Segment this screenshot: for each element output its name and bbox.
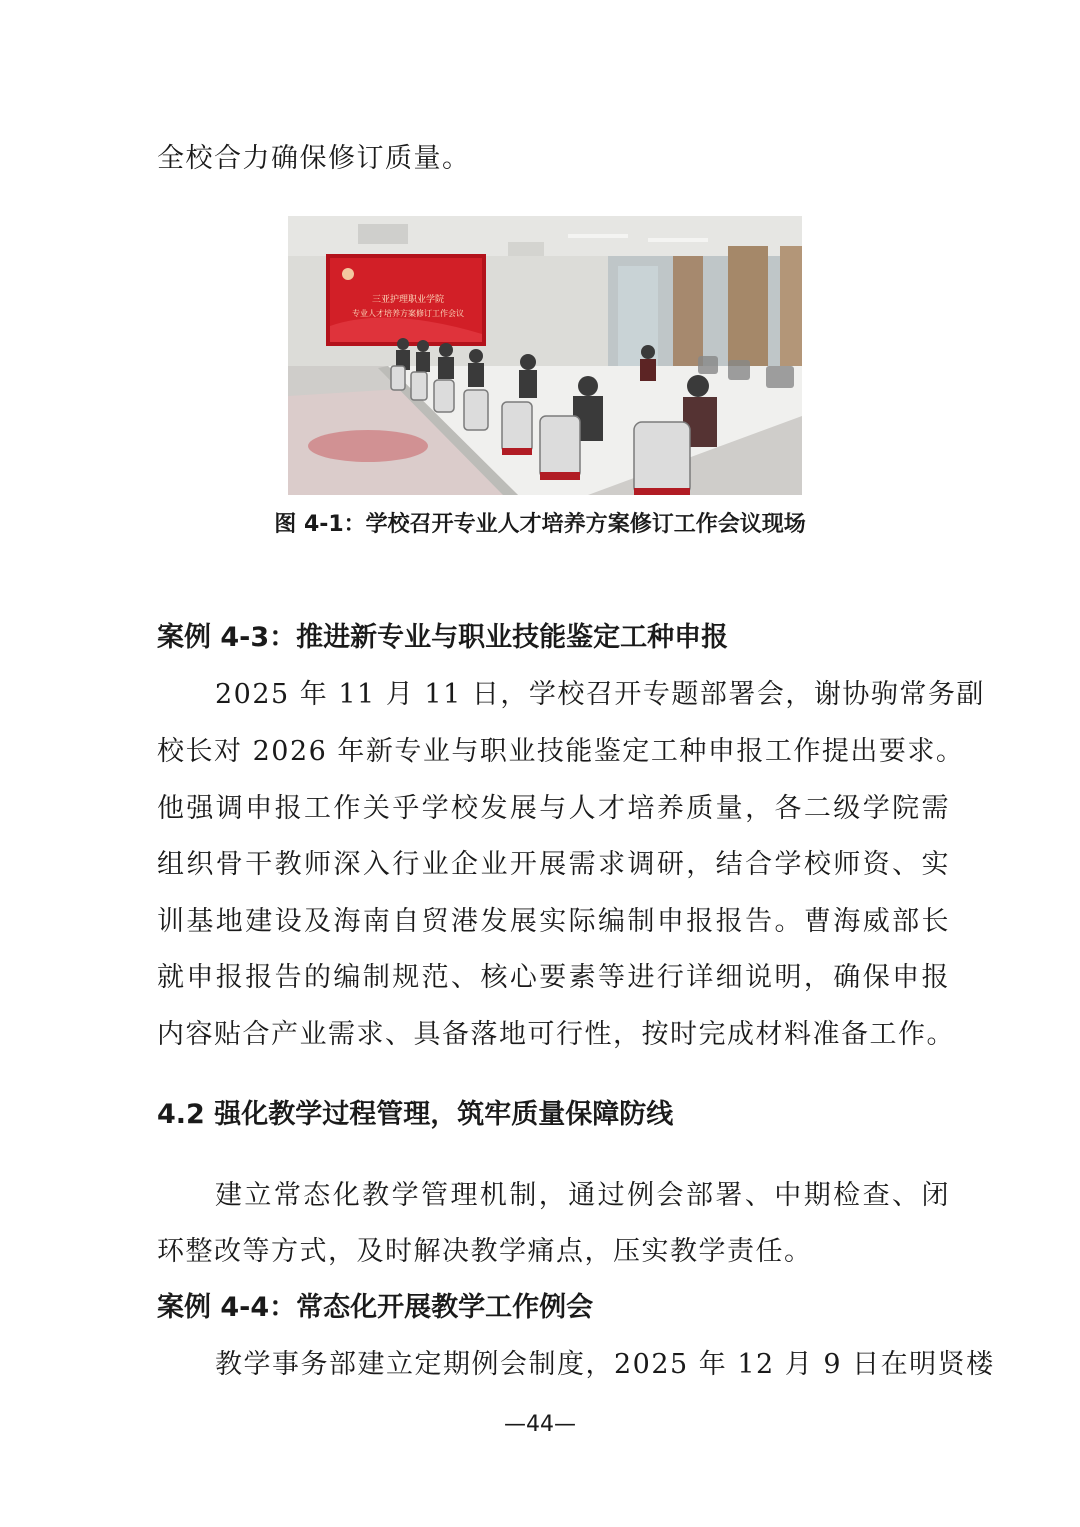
paragraph-line: 训基地建设及海南自贸港发展实际编制申报报告。曹海威部长 (157, 906, 950, 937)
case-4-4-title: 案例 4-4：常态化开展教学工作例会 (157, 1292, 594, 1323)
screen-title-line2: 专业人才培养方案修订工作会议 (352, 309, 464, 318)
paragraph-line: 组织骨干教师深入行业企业开展需求调研，结合学校师资、实 (157, 849, 950, 880)
meeting-photo (288, 216, 802, 495)
paragraph-line: 他强调申报工作关乎学校发展与人才培养质量，各二级学院需 (157, 793, 950, 824)
paragraph-line: 环整改等方式，及时解决教学痛点，压实教学责任。 (157, 1236, 813, 1267)
page-number: —44— (504, 1412, 576, 1437)
paragraph-line: 校长对 2026 年新专业与职业技能鉴定工种申报工作提出要求。 (157, 736, 965, 767)
paragraph-line: 就申报报告的编制规范、核心要素等进行详细说明，确保申报 (157, 962, 950, 993)
screen-title-line1: 三亚护理职业学院 (371, 295, 445, 305)
section-4-2-title: 4.2 强化教学过程管理，筑牢质量保障防线 (157, 1099, 674, 1130)
paragraph-line: 教学事务部建立定期例会制度，2025 年 12 月 9 日在明贤楼 (215, 1349, 995, 1380)
figure-caption: 图 4-1：学校召开专业人才培养方案修订工作会议现场 (274, 512, 806, 537)
paragraph-line: 2025 年 11 月 11 日，学校召开专题部署会，谢协驹常务副 (215, 679, 985, 710)
paragraph-line: 建立常态化教学管理机制，通过例会部署、中期检查、闭 (215, 1180, 950, 1211)
intro-paragraph-line: 全校合力确保修订质量。 (157, 143, 471, 174)
paragraph-line: 内容贴合产业需求、具备落地可行性，按时完成材料准备工作。 (157, 1019, 955, 1050)
case-4-3-title: 案例 4-3：推进新专业与职业技能鉴定工种申报 (157, 622, 729, 653)
